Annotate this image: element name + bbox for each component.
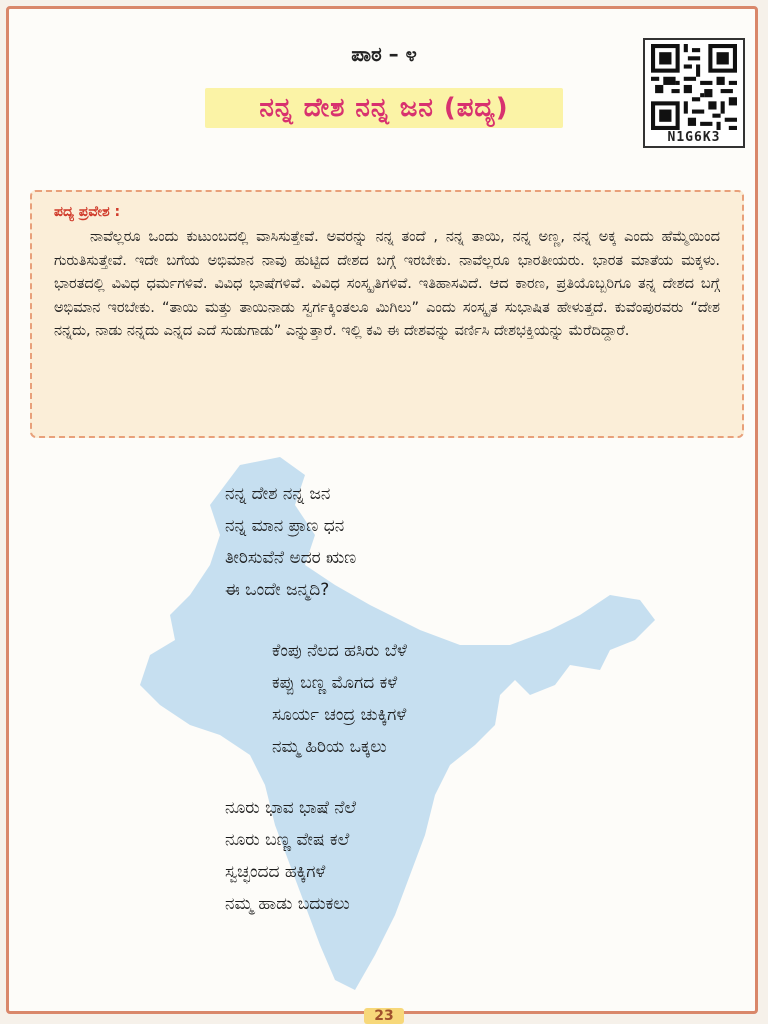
poem-line: ಸ್ವಚ್ಛಂದದ ಹಕ್ಕಿಗಳೆ	[225, 862, 326, 882]
lesson-label: ಪಾಠ – ೪	[351, 42, 417, 66]
poem-stanza-3	[225, 792, 356, 920]
poem-line: ಈ ಒಂದೇ ಜನ್ಮದಿ?	[225, 580, 330, 600]
poem-line: ತೀರಿಸುವೆನೆ ಅದರ ಋಣ	[225, 548, 357, 568]
page-title: ನನ್ನ ದೇಶ ನನ್ನ ಜನ (ಪದ್ಯ)	[259, 92, 509, 123]
poem-stanza-1	[225, 478, 356, 606]
poem-line: ನಮ್ಮ ಹಿರಿಯ ಒಕ್ಕಲು	[272, 737, 387, 757]
qr-code-label: N1G6K3	[667, 130, 721, 145]
poem-line: ನನ್ನ ದೇಶ ನನ್ನ ಜನ	[225, 484, 331, 504]
poem-line: ನನ್ನ ಮಾನ ಪ್ರಾಣ ಧನ	[225, 516, 345, 536]
intro-paragraph: ನಾವೆಲ್ಲರೂ ಒಂದು ಕುಟುಂಬದಲ್ಲಿ ವಾಸಿಸುತ್ತೇವೆ. ಅವರನ್ನು ನನ್ನ ತಂದೆ , ನನ್ನ ತಾಯಿ, ನನ್ನ ಅಣ್ಣ, ನನ್ನ ಅಕ್ಕ ಎಂದು ಹೆಮ್ಮೆಯಿಂದ ಗುರುತಿಸುತ್ತೇವೆ. ಇದೇ ಬಗೆಯ ಅಭಿಮಾನ ನಾವು ಹುಟ್ಟಿದ ದೇಶದ ಬಗ್ಗೆ ಇರಬೇಕು. ನಾವೆಲ್ಲರೂ ಭಾರತೀಯರು. ಭಾರತ ಮಾತೆಯ ಮಕ್ಕಳು. ಭಾರತದಲ್ಲಿ ವಿವಿಧ ಧರ್ಮಗಳಿವೆ. ವಿವಿಧ ಭಾಷೆಗಳಿವೆ. ವಿವಿಧ ಸಂಸ್ಕೃತಿಗಳಿವೆ. ಇತಿಹಾಸವಿದೆ. ಆದ ಕಾರಣ, ಪ್ರತಿಯೊಬ್ಬರಿಗೂ ತನ್ನ ದೇಶದ ಬಗ್ಗೆ ಅಭಿಮಾನ ಇರಬೇಕು. “ತಾಯಿ ಮತ್ತು ತಾಯಿನಾಡು ಸ್ವರ್ಗಕ್ಕಿಂತಲೂ ಮಿಗಿಲು” ಎಂದು ಸಂಸ್ಕೃತ ಸುಭಾಷಿತ ಹೇಳುತ್ತದೆ. ಕುವೆಂಪುರವರು “ದೇಶ ನನ್ನದು, ನಾಡು ನನ್ನದು ಎನ್ನದ ಎದೆ ಸುಡುಗಾಡು” ಎನ್ನುತ್ತಾರೆ. ಇಲ್ಲಿ ಕವಿ ಈ ದೇಶವನ್ನು ವರ್ಣಿಸಿ ದೇಶಭಕ್ತಿಯನ್ನು ಮೆರೆದಿದ್ದಾರೆ.	[54, 229, 720, 339]
poem-line: ನೂರು ಬಣ್ಣ ವೇಷ ಕಲೆ	[225, 830, 350, 850]
page-number-label: 23	[364, 1008, 403, 1024]
poem-line: ಕಪ್ಪು ಬಣ್ಣ ಮೊಗದ ಕಳೆ	[272, 673, 398, 693]
poem-line: ನಮ್ಮ ಹಾಡು ಬದುಕಲು	[225, 894, 350, 914]
qr-code-box[interactable]	[643, 38, 745, 148]
poem-line: ನೂರು ಭಾವ ಭಾಷೆ ನೆಲೆ	[225, 798, 357, 818]
title-banner	[205, 88, 563, 128]
poem-line: ಕೆಂಪು ನೆಲದ ಹಸಿರು ಬೆಳೆ	[272, 641, 407, 661]
poem-area	[130, 455, 670, 1000]
intro-heading: ಪದ್ಯ ಪ್ರವೇಶ :	[54, 204, 121, 220]
page-number	[0, 1008, 768, 1024]
qr-code-icon	[651, 44, 737, 130]
intro-box	[30, 190, 744, 438]
poem-line: ಸೂರ್ಯ ಚಂದ್ರ ಚುಕ್ಕಿಗಳೆ	[272, 705, 407, 725]
poem-stanza-2	[272, 635, 407, 763]
